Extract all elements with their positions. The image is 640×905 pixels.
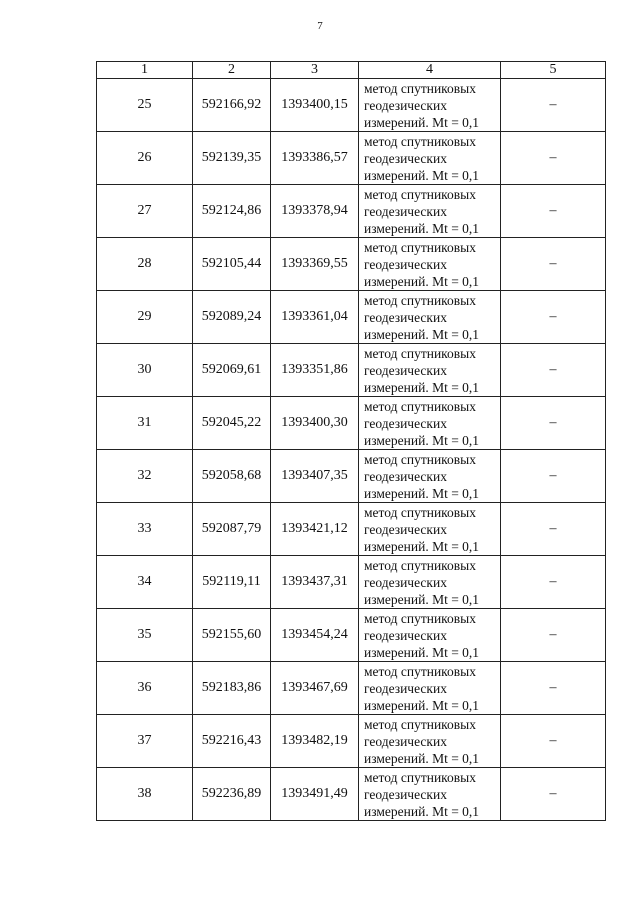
point-number-cell: 36: [97, 662, 193, 715]
page-number: 7: [317, 20, 323, 32]
x-coordinate-cell: 592089,24: [193, 291, 271, 344]
method-cell: метод спутниковых геодезических измерений. Mt = 0,1: [359, 556, 501, 609]
point-number-cell: 32: [97, 450, 193, 503]
x-coordinate-cell: 592155,60: [193, 609, 271, 662]
x-coordinate-cell: 592236,89: [193, 768, 271, 821]
y-coordinate-cell: 1393369,55: [271, 238, 359, 291]
header-col-3: 3: [271, 62, 359, 79]
header-col-5: 5: [501, 62, 606, 79]
y-coordinate-cell: 1393407,35: [271, 450, 359, 503]
x-coordinate-cell: 592139,35: [193, 132, 271, 185]
method-cell: метод спутниковых геодезических измерений. Mt = 0,1: [359, 238, 501, 291]
note-cell: –: [501, 662, 606, 715]
method-cell: метод спутниковых геодезических измерений. Mt = 0,1: [359, 715, 501, 768]
y-coordinate-cell: 1393482,19: [271, 715, 359, 768]
note-cell: –: [501, 132, 606, 185]
header-row: [97, 62, 606, 79]
point-number-cell: 35: [97, 609, 193, 662]
header-col-2: 2: [193, 62, 271, 79]
y-coordinate-cell: 1393400,15: [271, 79, 359, 132]
x-coordinate-cell: 592216,43: [193, 715, 271, 768]
x-coordinate-cell: 592069,61: [193, 344, 271, 397]
note-cell: –: [501, 450, 606, 503]
y-coordinate-cell: 1393421,12: [271, 503, 359, 556]
method-cell: метод спутниковых геодезических измерений. Mt = 0,1: [359, 79, 501, 132]
note-cell: –: [501, 503, 606, 556]
table-header: [97, 62, 606, 79]
coordinates-table: [96, 61, 606, 821]
point-number-cell: 33: [97, 503, 193, 556]
table-row: [97, 132, 606, 185]
x-coordinate-cell: 592124,86: [193, 185, 271, 238]
table-row: [97, 397, 606, 450]
table-row: [97, 609, 606, 662]
table-row: [97, 556, 606, 609]
point-number-cell: 30: [97, 344, 193, 397]
y-coordinate-cell: 1393351,86: [271, 344, 359, 397]
table-row: [97, 291, 606, 344]
note-cell: –: [501, 397, 606, 450]
point-number-cell: 27: [97, 185, 193, 238]
point-number-cell: 37: [97, 715, 193, 768]
table-row: [97, 450, 606, 503]
y-coordinate-cell: 1393467,69: [271, 662, 359, 715]
point-number-cell: 25: [97, 79, 193, 132]
x-coordinate-cell: 592183,86: [193, 662, 271, 715]
table-row: [97, 503, 606, 556]
note-cell: –: [501, 715, 606, 768]
y-coordinate-cell: 1393386,57: [271, 132, 359, 185]
x-coordinate-cell: 592045,22: [193, 397, 271, 450]
method-cell: метод спутниковых геодезических измерений. Mt = 0,1: [359, 609, 501, 662]
method-cell: метод спутниковых геодезических измерений. Mt = 0,1: [359, 291, 501, 344]
note-cell: –: [501, 609, 606, 662]
y-coordinate-cell: 1393361,04: [271, 291, 359, 344]
method-cell: метод спутниковых геодезических измерений. Mt = 0,1: [359, 662, 501, 715]
y-coordinate-cell: 1393491,49: [271, 768, 359, 821]
point-number-cell: 26: [97, 132, 193, 185]
header-col-4: 4: [359, 62, 501, 79]
note-cell: –: [501, 238, 606, 291]
x-coordinate-cell: 592166,92: [193, 79, 271, 132]
table-body: [97, 79, 606, 821]
table-row: [97, 238, 606, 291]
method-cell: метод спутниковых геодезических измерений. Mt = 0,1: [359, 132, 501, 185]
x-coordinate-cell: 592058,68: [193, 450, 271, 503]
table-row: [97, 344, 606, 397]
header-col-1: 1: [97, 62, 193, 79]
table-row: [97, 768, 606, 821]
y-coordinate-cell: 1393400,30: [271, 397, 359, 450]
method-cell: метод спутниковых геодезических измерений. Mt = 0,1: [359, 450, 501, 503]
note-cell: –: [501, 344, 606, 397]
point-number-cell: 38: [97, 768, 193, 821]
point-number-cell: 29: [97, 291, 193, 344]
method-cell: метод спутниковых геодезических измерений. Mt = 0,1: [359, 768, 501, 821]
x-coordinate-cell: 592105,44: [193, 238, 271, 291]
note-cell: –: [501, 185, 606, 238]
y-coordinate-cell: 1393454,24: [271, 609, 359, 662]
method-cell: метод спутниковых геодезических измерений. Mt = 0,1: [359, 397, 501, 450]
method-cell: метод спутниковых геодезических измерений. Mt = 0,1: [359, 503, 501, 556]
y-coordinate-cell: 1393378,94: [271, 185, 359, 238]
point-number-cell: 34: [97, 556, 193, 609]
x-coordinate-cell: 592087,79: [193, 503, 271, 556]
note-cell: –: [501, 768, 606, 821]
point-number-cell: 31: [97, 397, 193, 450]
x-coordinate-cell: 592119,11: [193, 556, 271, 609]
point-number-cell: 28: [97, 238, 193, 291]
method-cell: метод спутниковых геодезических измерений. Mt = 0,1: [359, 344, 501, 397]
y-coordinate-cell: 1393437,31: [271, 556, 359, 609]
table-row: [97, 715, 606, 768]
method-cell: метод спутниковых геодезических измерений. Mt = 0,1: [359, 185, 501, 238]
note-cell: –: [501, 291, 606, 344]
table-row: [97, 662, 606, 715]
note-cell: –: [501, 79, 606, 132]
table-row: [97, 185, 606, 238]
note-cell: –: [501, 556, 606, 609]
table-row: [97, 79, 606, 132]
